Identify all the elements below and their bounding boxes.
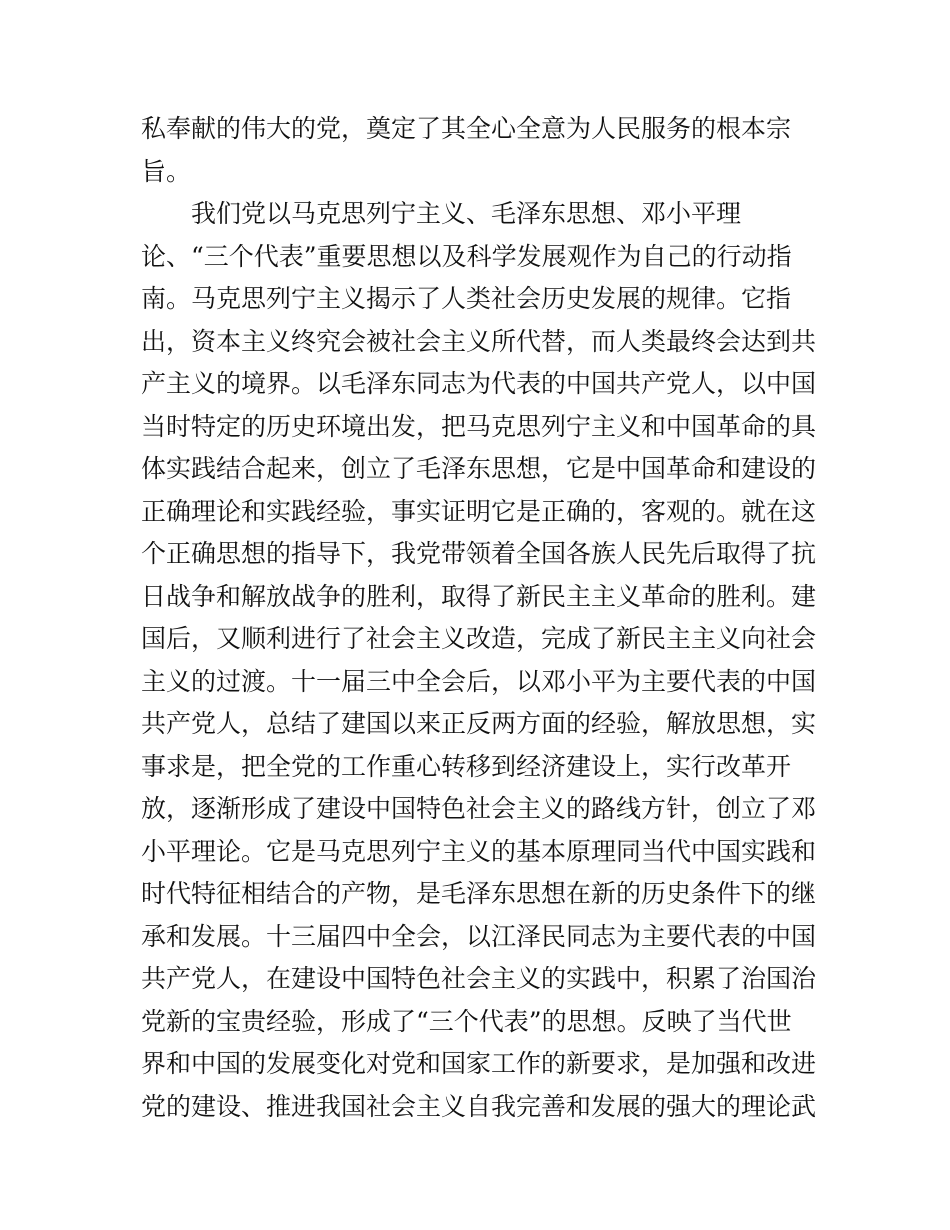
text-line: 旨。 bbox=[141, 156, 192, 186]
text-line: 放，逐渐形成了建设中国特色社会主义的路线方针，创立了邓 bbox=[141, 794, 817, 823]
text-line: 党新的宝贵经验，形成了“三个代表”的思想。反映了当代世 bbox=[141, 1006, 792, 1036]
text-line: 承和发展。十三届四中全会，以江泽民同志为主要代表的中国 bbox=[141, 921, 817, 951]
text-line: 党的建设、推进我国社会主义自我完善和发展的强大的理论武 bbox=[141, 1091, 817, 1121]
text-line: 出，资本主义终究会被社会主义所代替，而人类最终会达到共 bbox=[141, 326, 817, 356]
text-line: 体实践结合起来，创立了毛泽东思想，它是中国革命和建设的 bbox=[141, 454, 817, 483]
paragraph-first-line: 我们党以马克思列宁主义、毛泽东思想、邓小平理 bbox=[191, 199, 742, 228]
text-line: 日战争和解放战争的胜利，取得了新民主主义革命的胜利。建 bbox=[141, 581, 817, 611]
text-line: 小平理论。它是马克思列宁主义的基本原理同当代中国实践和 bbox=[141, 836, 817, 866]
text-line: 界和中国的发展变化对党和国家工作的新要求，是加强和改进 bbox=[141, 1049, 817, 1078]
body-text bbox=[141, 108, 821, 1128]
text-line: 产主义的境界。以毛泽东同志为代表的中国共产党人，以中国 bbox=[141, 369, 817, 398]
text-line: 当时特定的历史环境出发，把马克思列宁主义和中国革命的具 bbox=[141, 411, 817, 441]
text-line: 私奉献的伟大的党，奠定了其全心全意为人民服务的根本宗 bbox=[141, 114, 792, 143]
text-line: 论、“三个代表”重要思想以及科学发展观作为自己的行动指 bbox=[141, 241, 792, 271]
text-line: 共产党人，在建设中国特色社会主义的实践中，积累了治国治 bbox=[141, 964, 817, 993]
text-line: 正确理论和实践经验，事实证明它是正确的，客观的。就在这 bbox=[141, 496, 817, 526]
text-line: 个正确思想的指导下，我党带领着全国各族人民先后取得了抗 bbox=[141, 539, 817, 568]
text-line: 南。马克思列宁主义揭示了人类社会历史发展的规律。它指 bbox=[141, 284, 792, 313]
text-line: 事求是，把全党的工作重心转移到经济建设上，实行改革开 bbox=[141, 751, 792, 781]
text-line: 主义的过渡。十一届三中全会后，以邓小平为主要代表的中国 bbox=[141, 666, 817, 696]
text-line: 国后，又顺利进行了社会主义改造，完成了新民主主义向社会 bbox=[141, 624, 817, 653]
text-line: 共产党人，总结了建国以来正反两方面的经验，解放思想，实 bbox=[141, 709, 817, 738]
text-line: 时代特征相结合的产物，是毛泽东思想在新的历史条件下的继 bbox=[141, 879, 817, 908]
